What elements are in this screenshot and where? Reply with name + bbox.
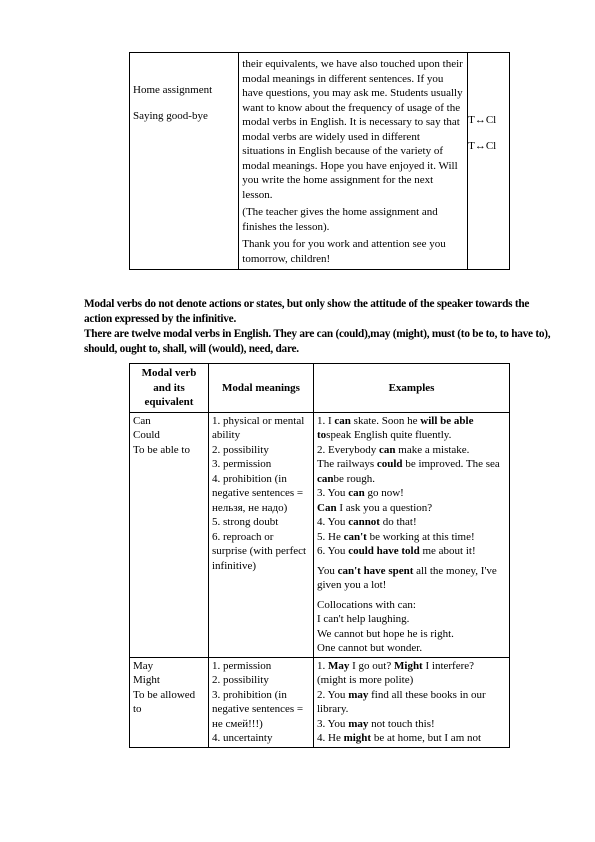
teacher-speech-cell — [239, 53, 468, 270]
speech-paragraph: their equivalents, we have also touched upon their modal meanings in different sentences. If you have questions, you may ask me. Students usually want to know about the frequency of usage of the modal verbs in English. It is necessary to say that modal verbs are widely used in different situations in English because of the variety of modal meanings. Hope you have enjoyed it. Will you write the home assignment for the next lesson. — [242, 58, 463, 201]
example-sentence — [317, 515, 506, 530]
table-row — [130, 657, 510, 747]
example-text: 3. You — [317, 487, 349, 499]
body-paragraph: There are twelve modal verbs in English. They are can (could),may (might), must (to be to, to have to), should, ought to, shall, will (would), need, dare. — [84, 328, 551, 355]
example-text: 5. He — [317, 530, 344, 543]
example-sentence — [317, 564, 506, 593]
modal-highlight: will be able to — [317, 414, 474, 441]
modal-highlight: can — [334, 414, 351, 427]
example-text: 4. You — [317, 516, 349, 528]
modal-meaning: 2. possibility — [212, 674, 269, 686]
stage-saying-goodbye: Saying good-bye — [133, 109, 208, 122]
modal-meaning: 5. strong doubt — [212, 516, 279, 528]
modal-highlight: can't have spent — [337, 564, 414, 577]
modal-highlight: might — [343, 732, 372, 744]
header-modal-verb: Modal verb and its equivalent — [130, 364, 209, 413]
example-text: 1. I — [317, 414, 335, 427]
example-sentence — [317, 641, 506, 656]
example-text: make a mistake. — [395, 443, 470, 456]
modal-verb: Can — [133, 414, 151, 427]
table-header-row — [130, 364, 510, 413]
lesson-plan-table — [129, 52, 510, 270]
example-text: skate. Soon he — [350, 414, 421, 427]
example-sentence — [317, 457, 506, 486]
example-text: go now! — [364, 487, 404, 499]
example-sentence — [317, 486, 506, 501]
example-text: Collocations with can: — [317, 598, 416, 611]
interaction-mode: T↔Cl — [468, 139, 497, 152]
stage-home-assignment: Home assignment — [133, 84, 213, 96]
modal-meaning: 4. uncertainty — [212, 732, 273, 744]
body-paragraph: Modal verbs do not denote actions or states, but only show the attitude of the speaker towards the action expressed by the infinitive. — [84, 298, 530, 325]
example-text: 6. You — [317, 545, 349, 557]
modal-meanings-cell — [209, 412, 314, 657]
modal-highlight: May — [328, 659, 350, 672]
modal-verb: May — [133, 659, 154, 672]
table-row — [130, 412, 510, 657]
example-text: The railways — [317, 458, 377, 470]
example-sentence — [317, 598, 506, 613]
examples-cell — [314, 657, 510, 747]
modal-verb: To be allowed to — [133, 688, 196, 715]
example-sentence — [317, 717, 506, 732]
modal-verb: Could — [133, 429, 160, 441]
example-text: One cannot but wonder. — [317, 642, 423, 654]
example-text: I can't help laughing. — [317, 613, 410, 625]
modal-meaning: 1. physical or mental ability — [212, 414, 305, 441]
modal-meaning: 2. possibility — [212, 443, 269, 456]
modal-highlight: Might — [394, 659, 423, 672]
example-sentence — [317, 612, 506, 627]
example-sentence — [317, 414, 506, 443]
example-text: be improved. The sea — [402, 458, 500, 470]
modal-highlight: can — [317, 472, 334, 485]
example-text: be working at this time! — [366, 530, 475, 543]
modal-highlight: may — [348, 688, 369, 701]
example-sentence — [317, 627, 506, 642]
modal-verbs-table — [129, 363, 510, 748]
example-sentence — [317, 501, 506, 516]
modal-verb: Might — [133, 674, 160, 686]
example-text: all the money, I've given you a lot! — [317, 564, 497, 591]
example-text: find all these books in our library. — [317, 688, 486, 715]
modal-meaning: 6. reproach or surprise (with perfect infinitive) — [212, 530, 307, 572]
modal-verb-cell — [130, 412, 209, 657]
modal-highlight: may — [348, 717, 369, 730]
examples-cell — [314, 412, 510, 657]
example-text: me about it! — [419, 545, 476, 557]
modal-meaning: 4. prohibition (in negative sentences = нельзя, не надо) — [212, 472, 304, 514]
modal-highlight: could have told — [348, 545, 420, 557]
example-text: I ask you a question? — [336, 501, 433, 514]
example-sentence — [317, 544, 506, 559]
example-text: do that! — [379, 516, 417, 528]
example-text: 3. You — [317, 717, 349, 730]
example-text: speak English quite fluently. — [326, 429, 452, 441]
example-text: 4. He — [317, 732, 344, 744]
header-modal-meanings: Modal meanings — [209, 364, 314, 413]
modal-highlight: can — [348, 487, 365, 499]
example-text: We cannot but hope he is right. — [317, 627, 454, 640]
speech-paragraph: (The teacher gives the home assignment and finishes the lesson). — [242, 206, 438, 233]
example-text: I interfere? (might is more polite) — [317, 659, 475, 686]
example-sentence — [317, 443, 506, 458]
modal-highlight: could — [376, 458, 403, 470]
example-text: be rough. — [333, 472, 376, 485]
example-sentence — [317, 659, 506, 688]
modal-highlight: cannot — [348, 516, 380, 528]
example-text: be at home, but I am not — [371, 732, 482, 744]
example-sentence — [317, 530, 506, 545]
modal-meanings-cell — [209, 657, 314, 747]
modal-verb: To be able to — [133, 443, 190, 456]
header-examples: Examples — [314, 364, 510, 413]
modal-verb-cell — [130, 657, 209, 747]
example-text: You — [317, 564, 338, 577]
modal-highlight: Can — [317, 501, 337, 514]
example-text: I go out? — [349, 659, 394, 672]
example-text: 2. You — [317, 688, 349, 701]
example-text: 2. Everybody — [317, 443, 380, 456]
example-text: 1. — [317, 659, 328, 672]
example-sentence — [317, 731, 506, 746]
modal-meaning: 3. prohibition (in negative sentences = не смей!!!) — [212, 688, 304, 730]
modal-highlight: can't — [343, 530, 367, 543]
speech-paragraph: Thank you for you work and attention see you tomorrow, children! — [242, 238, 446, 265]
example-sentence — [317, 688, 506, 717]
modal-meaning: 3. permission — [212, 458, 272, 470]
example-text: not touch this! — [368, 717, 435, 730]
modal-highlight: can — [379, 443, 396, 456]
modal-meaning: 1. permission — [212, 659, 272, 672]
interaction-mode: T↔Cl — [468, 114, 497, 126]
interaction-cell — [468, 53, 510, 270]
stage-cell — [130, 53, 239, 270]
